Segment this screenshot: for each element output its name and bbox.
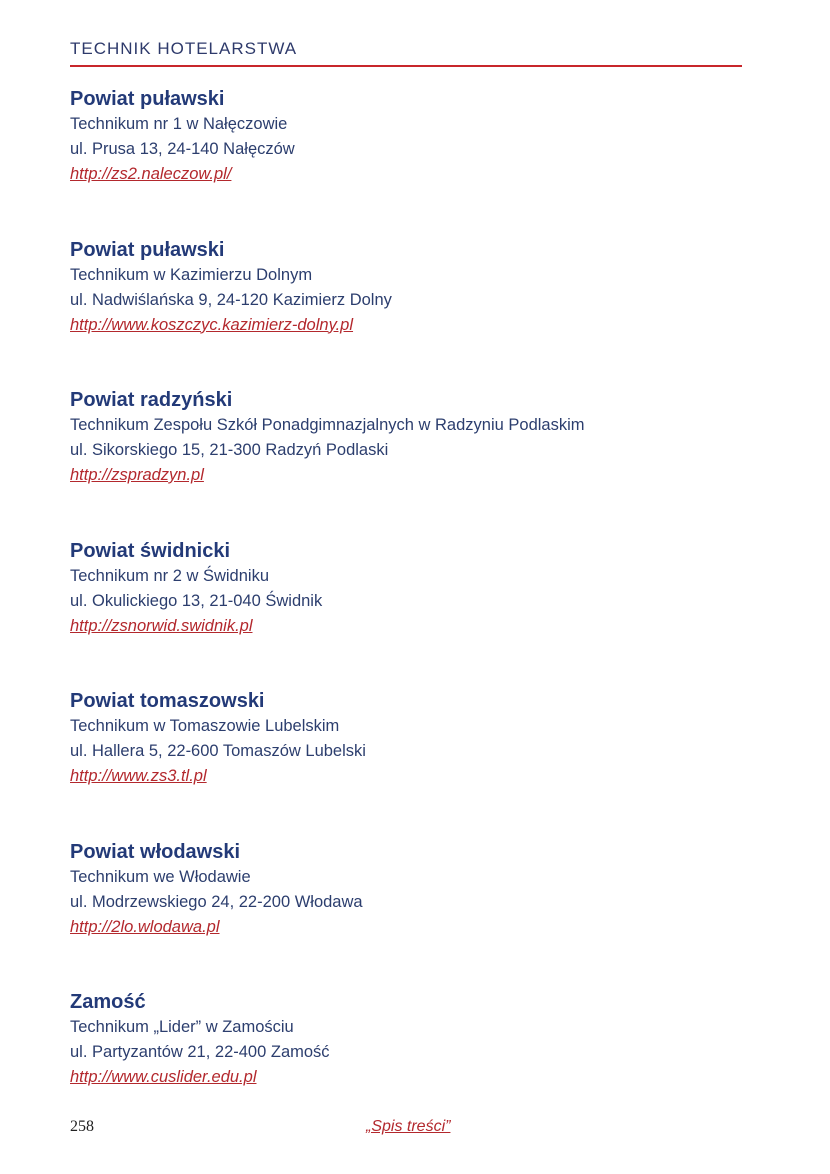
school-website-link[interactable]: http://www.cuslider.edu.pl <box>70 1068 257 1086</box>
school-address: ul. Hallera 5, 22-600 Tomaszów Lubelski <box>70 742 366 760</box>
county-heading: Zamość <box>70 991 146 1013</box>
school-entry <box>70 237 750 388</box>
school-name: Technikum nr 1 w Nałęczowie <box>70 115 288 133</box>
school-name: Technikum „Lider” w Zamościu <box>70 1018 294 1036</box>
school-address: ul. Modrzewskiego 24, 22-200 Włodawa <box>70 892 363 911</box>
school-address: ul. Okulickiego 13, 21-040 Świdnik <box>70 591 323 610</box>
school-website-link[interactable]: http://www.zs3.tl.pl <box>70 767 207 785</box>
table-of-contents-link[interactable]: „Spis treści” <box>366 1118 451 1135</box>
county-heading: Powiat puławski <box>70 238 225 261</box>
school-entry <box>70 989 750 1140</box>
school-entry <box>70 538 750 689</box>
school-name: Technikum w Kazimierzu Dolnym <box>70 265 313 284</box>
school-address: ul. Partyzantów 21, 22-400 Zamość <box>70 1043 330 1061</box>
school-entry <box>70 86 750 237</box>
school-entry <box>70 839 750 990</box>
school-address: ul. Nadwiślańska 9, 24-120 Kazimierz Dolny <box>70 290 392 309</box>
page-number: 258 <box>70 1118 94 1135</box>
school-entry <box>70 688 750 839</box>
school-name: Technikum we Włodawie <box>70 867 251 886</box>
running-title: TECHNIK HOTELARSTWA <box>70 39 298 58</box>
school-website-link[interactable]: http://zs2.naleczow.pl/ <box>70 165 232 183</box>
school-website-link[interactable]: http://zspradzyn.pl <box>70 466 204 484</box>
school-name: Technikum Zespołu Szkół Ponadgimnazjalnych w Radzyniu Podlaskim <box>70 416 585 434</box>
page-footer <box>70 1118 742 1142</box>
school-address: ul. Prusa 13, 24-140 Nałęczów <box>70 140 295 158</box>
county-heading: Powiat tomaszowski <box>70 690 265 712</box>
page-header <box>70 38 742 67</box>
county-heading: Powiat włodawski <box>70 840 241 863</box>
school-list <box>70 86 750 1140</box>
school-website-link[interactable]: http://2lo.wlodawa.pl <box>70 917 220 936</box>
school-name: Technikum w Tomaszowie Lubelskim <box>70 717 340 735</box>
school-website-link[interactable]: http://www.koszczyc.kazimierz-dolny.pl <box>70 315 354 334</box>
school-website-link[interactable]: http://zsnorwid.swidnik.pl <box>70 616 253 635</box>
school-entry <box>70 387 750 538</box>
county-heading: Powiat puławski <box>70 88 225 110</box>
school-name: Technikum nr 2 w Świdniku <box>70 566 269 585</box>
county-heading: Powiat radzyński <box>70 389 233 411</box>
school-address: ul. Sikorskiego 15, 21-300 Radzyń Podlaski <box>70 441 389 459</box>
county-heading: Powiat świdnicki <box>70 539 231 562</box>
header-rule <box>70 65 742 67</box>
